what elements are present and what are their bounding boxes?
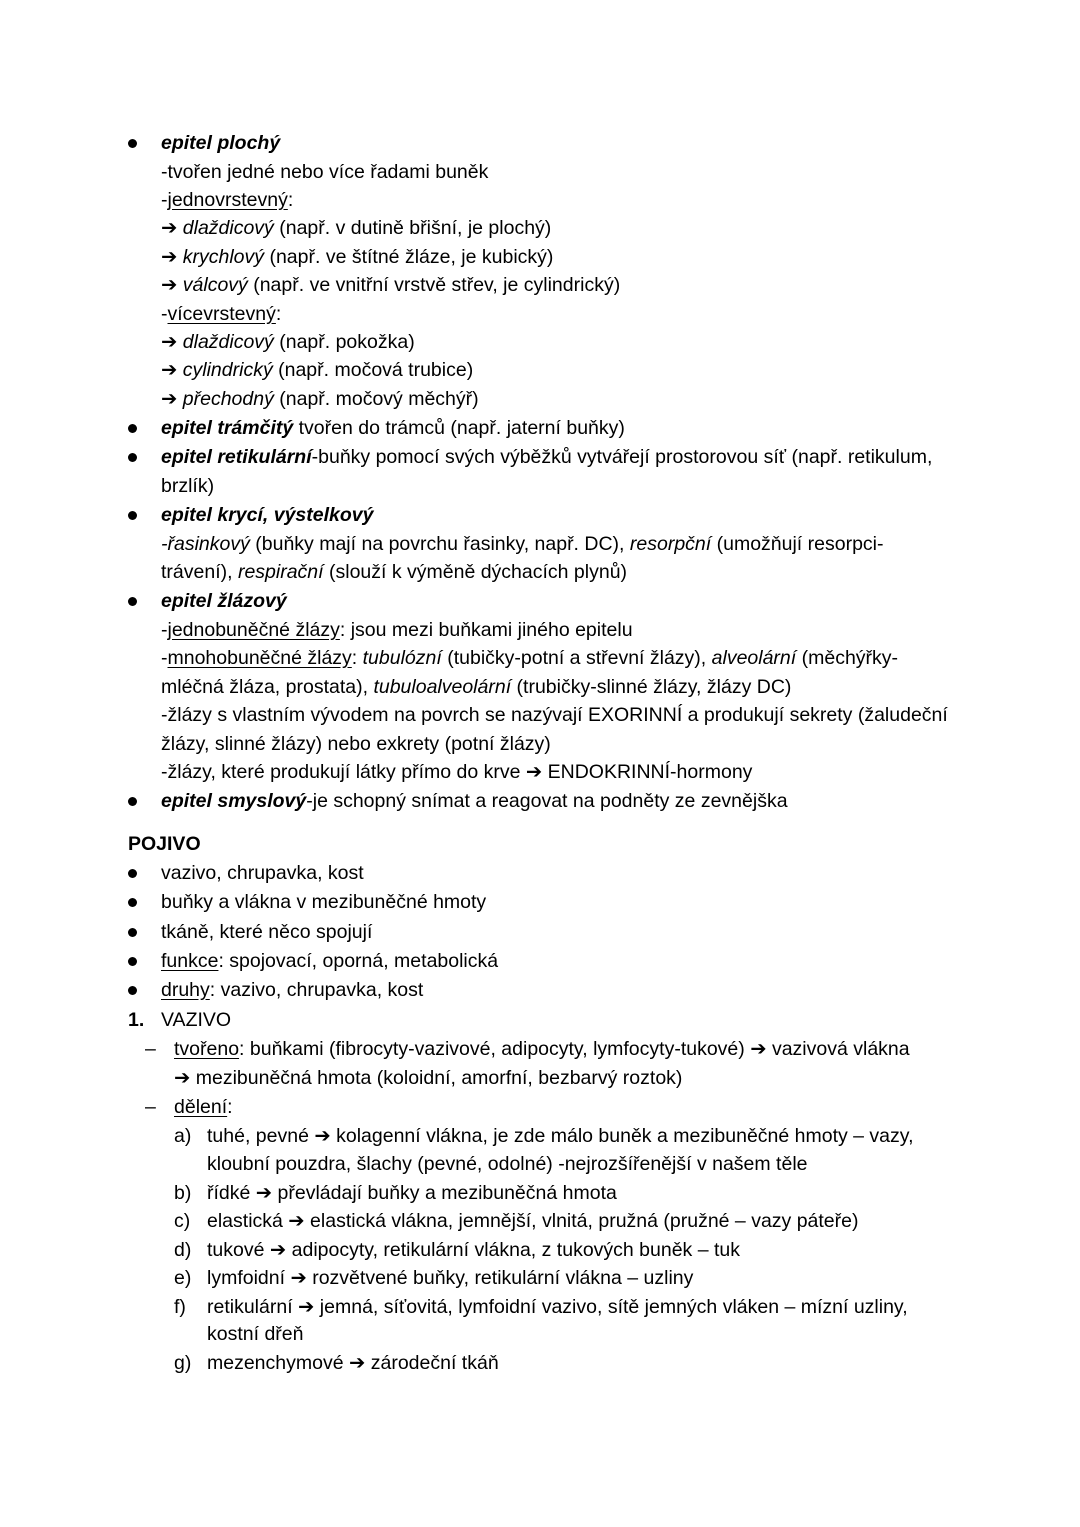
item-label: e) [174,1267,192,1289]
list-item [161,358,473,382]
arrow-right-icon: ➔ [348,1352,366,1374]
term-heading: epitel smyslový [161,790,307,812]
heading-epitel-zlazovy: epitel žlázový [161,590,287,612]
bullet-dot [128,453,137,462]
bullet-dot [128,511,137,520]
text-fragment: (tubičky-potní a střevní žlázy), [441,647,712,669]
text-fragment: mezibuněčná hmota (koloidní, amorfní, bezbarvý roztok) [190,1067,683,1089]
text-fragment: rozvětvené buňky, retikulární vlákna – uzliny [306,1267,694,1289]
arrow-right-icon: ➔ [161,274,178,296]
arrow-right-icon: ➔ [525,761,543,783]
term: válcový [182,274,248,296]
text-fragment: - [161,647,168,669]
text-line: žlázy, slinné žlázy) nebo exkrety (potní žlázy) [161,733,551,755]
text-fragment: lymfoidní [207,1267,291,1289]
description: (např. v dutině břišní, je plochý) [273,217,552,239]
item-label: c) [174,1210,191,1232]
bullet-dot [128,424,137,433]
list-item: vazivo, chrupavka, kost [161,862,364,884]
term: resorpční [629,533,712,555]
underlined-term: vícevrstevný [167,303,276,325]
item-label: d) [174,1239,192,1261]
term: -řasinkový [161,533,250,555]
list-item [161,216,551,240]
text-fragment: : [287,189,294,211]
underlined-term: tvořeno [174,1038,240,1060]
description: -je schopný snímat a reagovat na podněty ze zevnějška [306,790,788,812]
arrow-right-icon: ➔ [255,1182,273,1204]
text-fragment: jemná, síťovitá, lymfoidní vazivo, sítě jemných vláken – mízní uzliny, [314,1296,908,1318]
arrow-right-icon: ➔ [161,217,178,239]
arrow-right-icon: ➔ [161,331,178,353]
text-fragment: adipocyty, retikulární vlákna, z tukových buněk – tuk [286,1239,741,1261]
arrow-right-icon: ➔ [174,1067,191,1089]
text-line: -žlázy s vlastním vývodem na povrch se nazývají EXORINNÍ a produkují sekrety (žaludeční [161,704,948,726]
text-line [161,646,898,670]
term-heading: epitel retikulární [161,446,312,468]
text-line [161,675,791,699]
text-fragment: elastická [207,1210,289,1232]
text-line [207,1351,499,1375]
arrow-right-icon: ➔ [314,1125,331,1147]
description: (např. ve vnitřní vrstvě střev, je cylindrický) [247,274,621,296]
heading-epitel-kryci: epitel krycí, výstelkový [161,504,374,526]
text-line [207,1238,740,1262]
list-item [161,949,498,973]
text-line [161,760,752,784]
text-fragment: mezenchymové [207,1352,349,1374]
term: dlaždicový [182,217,274,239]
text-fragment: : [227,1096,233,1118]
bullet-dot [128,797,137,806]
underlined-term: funkce [161,950,219,972]
list-item [161,978,423,1002]
text-fragment: - [161,189,168,211]
arrow-right-icon: ➔ [161,388,178,410]
epitel-retikularni [161,445,932,469]
text-fragment: : [351,647,363,669]
list-item [161,245,553,269]
epitel-tramcity [161,416,625,440]
subheading-vicevrstevny [161,302,281,326]
text-fragment: (buňky mají na povrchu řasinky, např. DC), [249,533,630,555]
bullet-dot [128,869,137,878]
arrow-right-icon: ➔ [269,1239,287,1261]
text-fragment: - [161,619,168,641]
bullet-dot [128,928,137,937]
subsection-title-vazivo: VAZIVO [161,1009,232,1031]
text-line [207,1124,914,1148]
heading-epitel-plochy: epitel plochý [161,132,281,154]
underlined-term: dělení [174,1096,228,1118]
text-fragment: elastická vlákna, jemnější, vlnitá, pružná (pružné – vazy páteře) [304,1210,859,1232]
text-line [161,618,633,642]
text-fragment: mléčná žláza, prostata), [161,676,374,698]
term: respirační [237,561,324,583]
underlined-term: mnohobuněčné žlázy [167,647,352,669]
text-fragment: : vazivo, chrupavka, kost [209,979,424,1001]
text-fragment: trávení), [161,561,238,583]
bullet-dot [128,986,137,995]
description: (např. ve štítné žláze, je kubický) [264,246,554,268]
text-fragment: (slouží k výměně dýchacích plynů) [323,561,628,583]
dash-marker: – [145,1038,156,1060]
term: krychlový [182,246,265,268]
text-fragment: : spojovací, oporná, metabolická [218,950,499,972]
text-fragment: převládají buňky a mezibuněčná hmota [272,1182,617,1204]
text-line: brzlík) [161,475,215,497]
term: tubulózní [362,647,442,669]
text-line [174,1095,233,1119]
text-fragment: retikulární [207,1296,299,1318]
description: (např. močový měchýř) [273,388,479,410]
text-fragment: zárodeční tkáň [365,1352,499,1374]
arrow-right-icon: ➔ [290,1267,307,1289]
text-line: -tvořen jedné nebo více řadami buněk [161,161,489,183]
bullet-dot [128,898,137,907]
term: dlaždicový [182,331,274,353]
underlined-term: jednobuněčné žlázy [167,619,340,641]
arrow-right-icon: ➔ [161,359,178,381]
description: (např. močová trubice) [272,359,474,381]
description: (např. pokožka) [273,331,415,353]
arrow-right-icon: ➔ [288,1210,305,1232]
description: -buňky pomocí svých výběžků vytvářejí prostorovou síť (např. retikulum, [311,446,933,468]
subheading-jednovrstevny [161,188,293,212]
arrow-right-icon: ➔ [750,1038,767,1060]
text-line [161,532,884,556]
text-line [207,1266,693,1290]
text-fragment: - [161,303,168,325]
text-fragment: (trubičky-slinné žlázy, žlázy DC) [511,676,792,698]
item-label: a) [174,1125,192,1147]
text-line [174,1037,910,1061]
item-label: g) [174,1352,192,1374]
text-fragment: : jsou mezi buňkami jiného epitelu [339,619,633,641]
list-item: tkáně, které něco spojují [161,921,373,943]
text-line: kloubní pouzdra, šlachy (pevné, odolné) -nejrozšířenější v našem těle [207,1153,808,1175]
description: tvořen do trámců (např. jaterní buňky) [293,417,625,439]
text-fragment: (umožňují resorpci- [711,533,884,555]
bullet-dot [128,139,137,148]
text-fragment: : [275,303,282,325]
item-label: b) [174,1182,192,1204]
list-item [161,330,415,354]
text-line [207,1181,617,1205]
dash-marker: – [145,1096,156,1118]
numbered-label: 1. [128,1009,145,1031]
text-fragment: tukové [207,1239,270,1261]
term: cylindrický [182,359,273,381]
epitel-smyslovy [161,789,788,813]
text-fragment: řídké [207,1182,256,1204]
text-line [174,1066,682,1090]
text-line: kostní dřeň [207,1323,304,1345]
underlined-term: jednovrstevný [167,189,288,211]
text-fragment: vazivová vlákna [766,1038,910,1060]
bullet-dot [128,597,137,606]
text-fragment: tuhé, pevné [207,1125,315,1147]
term: tubuloalveolární [373,676,512,698]
text-line [161,560,627,584]
item-label: f) [174,1296,186,1318]
text-line [207,1209,859,1233]
bullet-dot [128,957,137,966]
section-heading-pojivo: POJIVO [128,833,201,855]
arrow-right-icon: ➔ [161,246,178,268]
text-fragment: : buňkami (fibrocyty-vazivové, adipocyty, lymfocyty-tukové) [239,1038,751,1060]
text-line [207,1295,908,1319]
term: přechodný [182,388,274,410]
list-item [161,387,479,411]
list-item: buňky a vlákna v mezibuněčné hmoty [161,891,487,913]
text-fragment: kolagenní vlákna, je zde málo buněk a mezibuněčné hmoty – vazy, [330,1125,914,1147]
term-heading: epitel trámčitý [161,417,294,439]
underlined-term: druhy [161,979,210,1001]
text-fragment: ENDOKRINNÍ-hormony [547,761,753,783]
list-item [161,273,620,297]
text-fragment: -žlázy, které produkují látky přímo do krve [161,761,526,783]
text-fragment: (měchýřky- [796,647,899,669]
term: alveolární [711,647,797,669]
arrow-right-icon: ➔ [298,1296,315,1318]
